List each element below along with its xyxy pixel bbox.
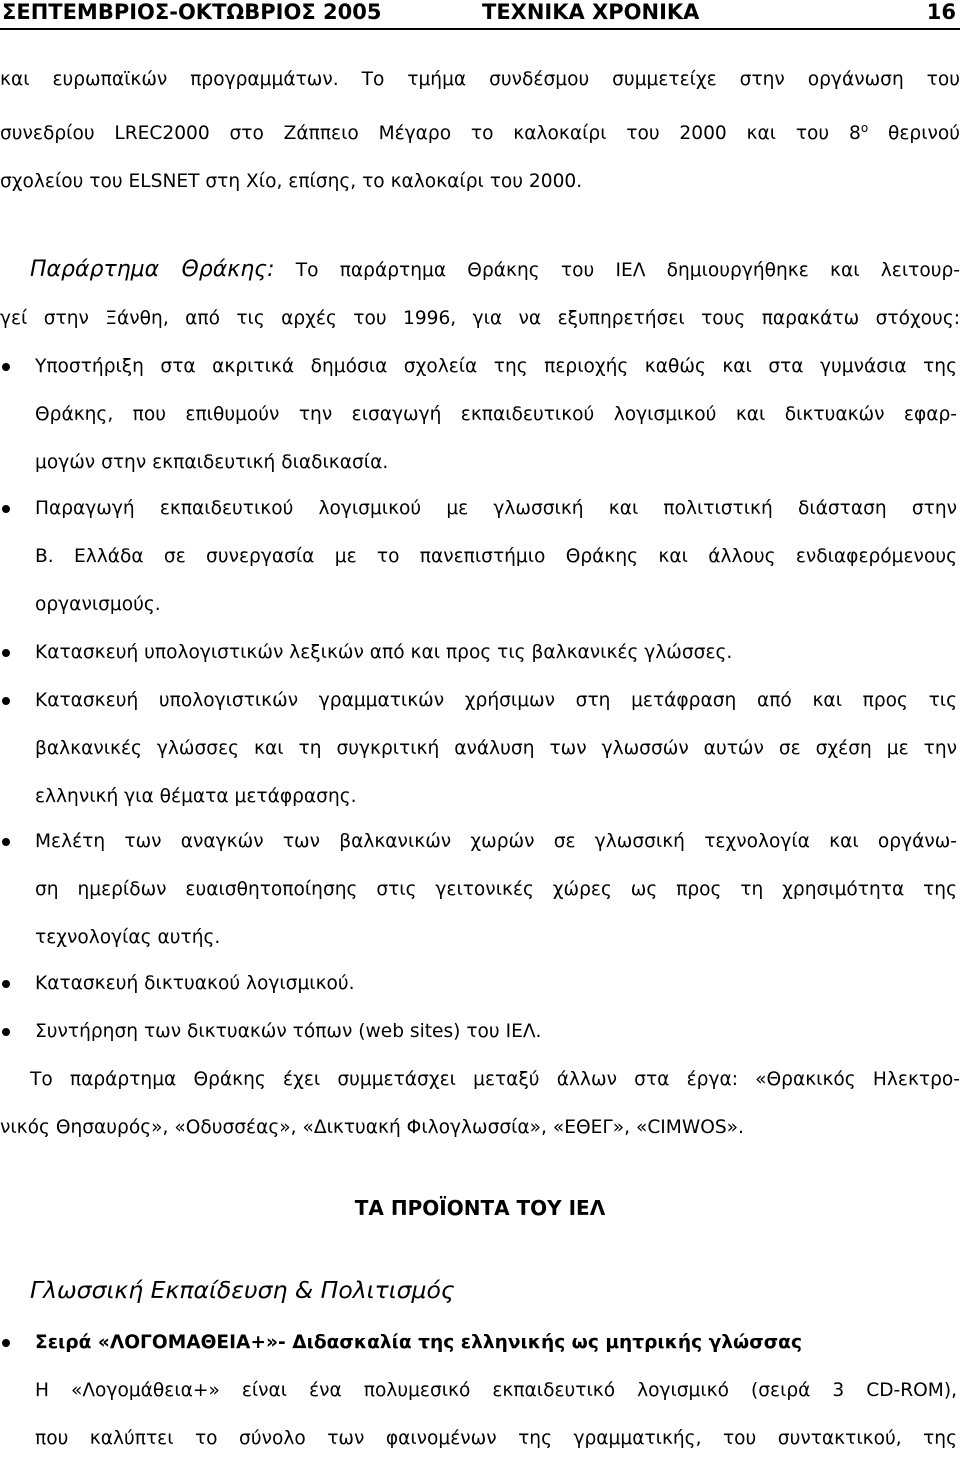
bullet-1-line-1: Υποστήριξη στα ακριτικά δημόσια σχολεία της περιοχής καθώς και στα γυμνάσια της [35,356,957,377]
bullet-7-line-1: Συντήρηση των δικτυακών τόπων (web sites) του ΙΕΛ. [35,1021,542,1042]
subsection-heading: Γλωσσική Εκπαίδευση & Πολιτισμός [30,1276,455,1304]
bullet-2-line-2: Β. Ελλάδα σε συνεργασία με το πανεπιστήμιο Θράκης και άλλους ενδιαφερόμενους [35,546,957,567]
bullet-3-line-1: Κατασκευή υπολογιστικών λεξικών από και προς τις βαλκανικές γλώσσες. [35,642,733,663]
thrace-bullet-3 [0,629,960,677]
product-item-title: Σειρά «ΛΟΓΟΜΑΘΕΙΑ+»- Διδασκαλία της ελληνικής ως μητρικής γλώσσας [35,1332,802,1353]
bullet-5-line-3: τεχνολογίας αυτής. [35,927,221,948]
product-item-line-2: που καλύπτει το σύνολο των φαινομένων της γραμματικής, του συντακτικού, της [35,1428,957,1449]
thrace-bullet-4 [0,677,960,821]
closing-line-2: νικός Θησαυρός», «Οδυσσέας», «Δικτυακή Φιλογλωσσία», «ΕΘΕΓ», «CIMWOS». [0,1117,744,1138]
thrace-paragraph [0,246,960,343]
bullet-2-line-1: Παραγωγή εκπαιδευτικού λογισμικού με γλωσσική και πολιτιστική διάσταση στην [35,498,957,519]
bullet-4-line-3: ελληνική για θέματα μετάφρασης. [35,786,357,807]
thrace-bullet-7 [0,1008,960,1056]
intro-line-2-post: θερινού [868,123,960,145]
closing-line-1: Το παράρτημα Θράκης έχει συμμετάσχει μεταξύ άλλων στα έργα: «Θρακικός Ηλεκτρο- [30,1069,960,1090]
intro-line-2 [0,104,960,158]
thrace-closing-paragraph [0,1056,960,1152]
thrace-bullet-5 [0,818,960,962]
header-rule [0,28,960,30]
thrace-bullet-6 [0,960,960,1008]
bullet-5-line-2: ση ημερίδων ευαισθητοποίησης στις γειτονικές χώρες ως προς τη χρησιμότητα της [35,879,957,900]
intro-line-1: και ευρωπαϊκών προγραμμάτων. Το τμήμα συνδέσμου συμμετείχε στην οργάνωση του [0,69,960,90]
intro-paragraph [0,56,960,206]
thrace-line-1-rest: Το παράρτημα Θράκης του ΙΕΛ δημιουργήθηκε και λειτουρ- [274,260,960,281]
thrace-line-2: γεί στην Ξάνθη, από τις αρχές του 1996, για να εξυπηρετήσει τους παρακάτω στόχους: [0,308,960,329]
bullet-2-line-3: οργανισμούς. [35,594,161,615]
header-page-number: 16 [926,0,956,24]
header-date: ΣΕΠΤΕΜΒΡΙΟΣ-ΟΚΤΩΒΡΙΟΣ 2005 [2,0,382,24]
product-item-line-1: Η «Λογομάθεια+» είναι ένα πολυμεσικό εκπαιδευτικό λογισμικό (σειρά 3 CD-ROM), [35,1380,957,1401]
thrace-line-1 [0,246,960,295]
thrace-bullet-1 [0,343,960,487]
page-header [0,0,960,24]
intro-line-3: σχολείου του ELSNET στη Χίο, επίσης, το καλοκαίρι του 2000. [0,171,583,193]
bullet-4-line-1: Κατασκευή υπολογιστικών γραμματικών χρήσιμων στη μετάφραση από και προς τις [35,690,957,711]
header-journal-title: ΤΕΧΝΙΚΑ ΧΡΟΝΙΚΑ [482,0,700,24]
product-item [0,1319,960,1463]
bullet-5-line-1: Μελέτη των αναγκών των βαλκανικών χωρών σε γλωσσική τεχνολογία και οργάνω- [35,831,957,852]
intro-line-2-pre: συνεδρίου LREC2000 στο Ζάππειο Μέγαρο το καλοκαίρι του 2000 και του 8 [0,123,861,145]
bullet-6-line-1: Κατασκευή δικτυακού λογισμικού. [35,973,355,994]
thrace-heading: Παράρτημα Θράκης: [30,257,275,282]
ordinal-superscript: ο [860,121,869,135]
bullet-4-line-2: βαλκανικές γλώσσες και τη συγκριτική ανάλυση των γλωσσών αυτών σε σχέση με την [35,738,957,759]
products-title: ΤΑ ΠΡΟΪΟΝΤΑ ΤΟΥ ΙΕΛ [354,1196,606,1220]
thrace-bullet-2 [0,485,960,629]
bullet-1-line-2: Θράκης, που επιθυμούν την εισαγωγή εκπαιδευτικού λογισμικού και δικτυακών εφαρ- [35,404,957,425]
bullet-1-line-3: μογών στην εκπαιδευτική διαδικασία. [35,452,389,473]
